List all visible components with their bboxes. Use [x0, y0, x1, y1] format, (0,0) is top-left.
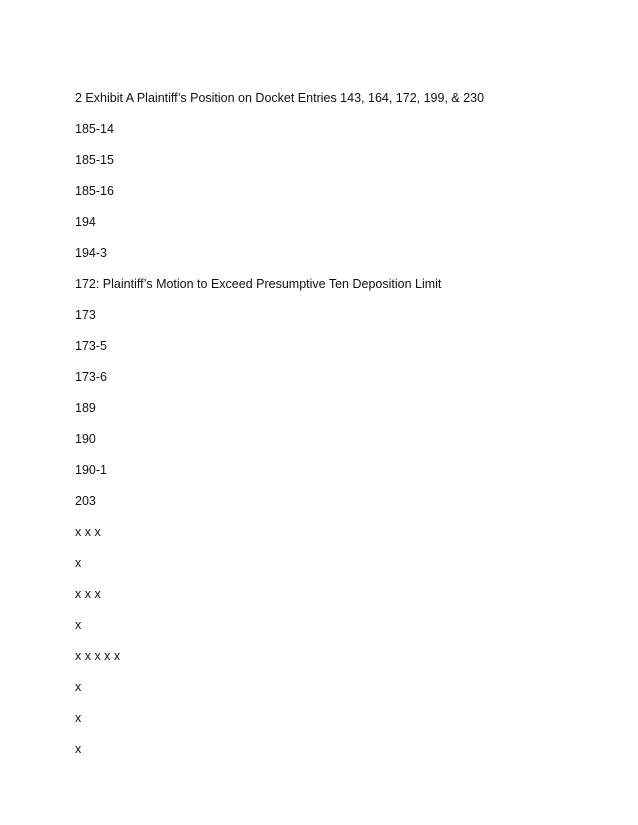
document-body: [75, 89, 484, 771]
mark-row: x: [75, 556, 82, 570]
mark-row: x x x: [75, 587, 101, 601]
docket-entry: 173-6: [75, 370, 107, 384]
mark-row: x x x x x: [75, 649, 121, 663]
mark-row: x: [75, 711, 82, 725]
docket-entry: 185-16: [75, 184, 114, 198]
document-heading: 2 Exhibit A Plaintiff’s Position on Docket Entries 143, 164, 172, 199, & 230: [75, 91, 485, 105]
mark-row: x: [75, 680, 82, 694]
docket-entry: 190-1: [75, 463, 107, 477]
section-heading: 172: Plaintiff’s Motion to Exceed Presumptive Ten Deposition Limit: [75, 277, 442, 291]
docket-entry: 194: [75, 215, 96, 229]
docket-entry: 173-5: [75, 339, 107, 353]
mark-row: x x x: [75, 525, 101, 539]
docket-entry: 189: [75, 401, 96, 415]
docket-entry: 190: [75, 432, 96, 446]
docket-entry: 194-3: [75, 246, 107, 260]
mark-row: x: [75, 742, 82, 756]
docket-entry: 185-14: [75, 122, 114, 136]
docket-entry: 203: [75, 494, 96, 508]
mark-row: x: [75, 618, 82, 632]
docket-entry: 173: [75, 308, 96, 322]
docket-entry: 185-15: [75, 153, 114, 167]
